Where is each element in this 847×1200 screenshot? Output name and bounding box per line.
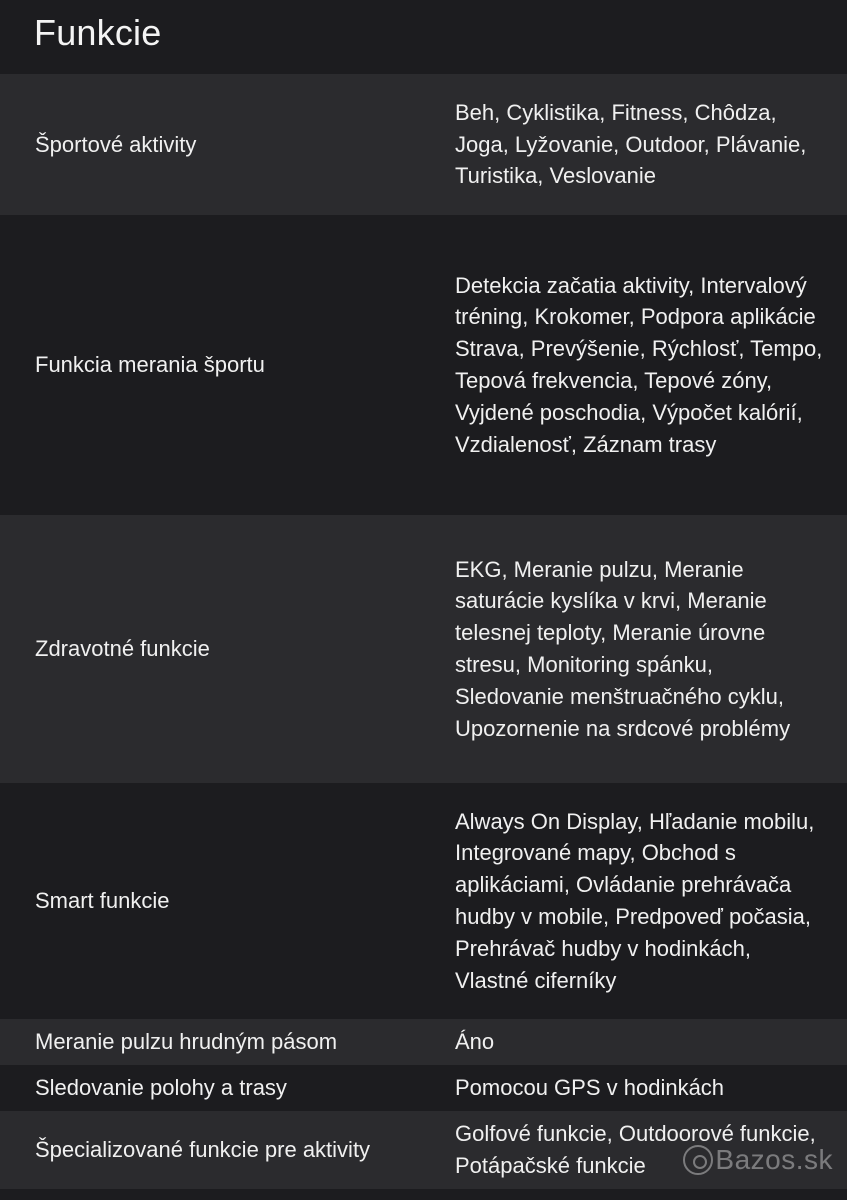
row-value: Pomocou GPS v hodinkách	[455, 1075, 725, 1101]
row-label: Špecializované funkcie pre aktivity	[35, 1137, 371, 1162]
row-label: Zdravotné funkcie	[35, 636, 210, 661]
at-sign-icon	[683, 1145, 713, 1175]
table-row	[0, 1019, 847, 1065]
row-label: Sledovanie polohy a trasy	[35, 1075, 287, 1100]
row-value: Detekcia začatia aktivity, Intervalový tréning, Krokomer, Podpora aplikácie Strava, Prevýšenie, Rýchlosť, Tempo, Tepová frekvencia, Tepové zóny, Vyjdené poschodia, Výpočet kalórií, Vzdialenosť, Záznam trasy	[455, 272, 823, 457]
watermark-text: Bazos.sk	[715, 1144, 833, 1175]
row-label: Smart funkcie	[35, 888, 170, 913]
table-row	[0, 215, 847, 515]
row-value: Golfové funkcie, Outdoorové funkcie, Potápačské funkcie	[455, 1121, 816, 1178]
row-label: Funkcia merania športu	[35, 352, 265, 377]
row-label: Meranie pulzu hrudným pásom	[35, 1029, 338, 1054]
row-value: EKG, Meranie pulzu, Meranie saturácie kyslíka v krvi, Meranie telesnej teploty, Meranie úrovne stresu, Monitoring spánku, Sledovanie menštruačného cyklu, Upozornenie na srdcové problémy	[455, 556, 791, 741]
table-row	[0, 515, 847, 783]
row-value: Beh, Cyklistika, Fitness, Chôdza, Joga, Lyžovanie, Outdoor, Plávanie, Turistika, Veslovanie	[455, 99, 807, 189]
row-value: Always On Display, Hľadanie mobilu, Integrované mapy, Obchod s aplikáciami, Ovládanie prehrávača hudby v mobile, Predpoveď počasia, Prehrávač hudby v hodinkách, Vlastné ciferníky	[455, 808, 815, 993]
table-row	[0, 1065, 847, 1111]
table-row	[0, 74, 847, 215]
row-label: Športové aktivity	[35, 131, 197, 157]
row-value: Áno	[455, 1029, 495, 1055]
page-title: Funkcie	[34, 12, 162, 53]
spec-table	[0, 74, 847, 1189]
watermark	[683, 1144, 833, 1176]
table-row	[0, 783, 847, 1019]
